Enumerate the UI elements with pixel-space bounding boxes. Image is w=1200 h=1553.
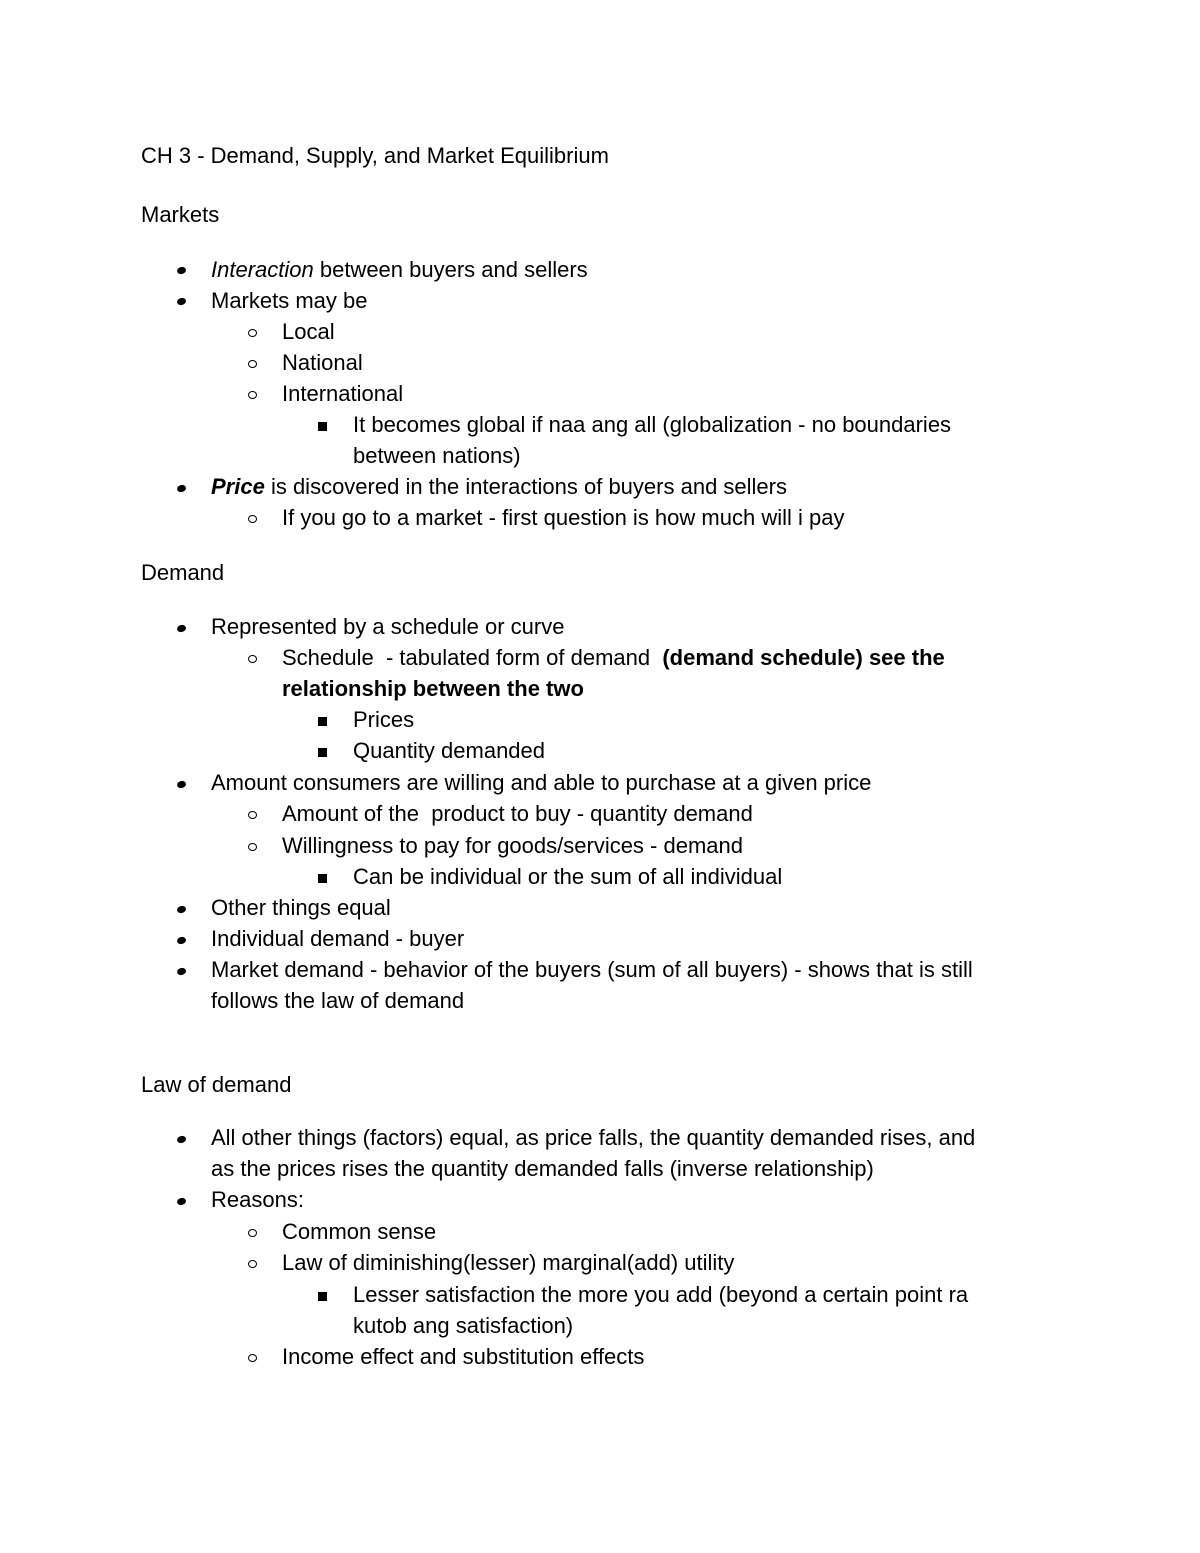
list-item-continuation: relationship between the two: [282, 676, 584, 701]
bullet-ring-icon: [248, 515, 257, 523]
list-item: Market demand - behavior of the buyers (sum of all buyers) - shows that is still: [211, 957, 973, 982]
list-item: Can be individual or the sum of all individual: [353, 864, 783, 889]
bullet-ring-icon: [248, 1354, 257, 1362]
list-item: Amount consumers are willing and able to purchase at a given price: [211, 770, 872, 795]
list-item: Willingness to pay for goods/services - demand: [282, 833, 743, 858]
bullet-square-icon: [318, 422, 327, 431]
list-item: Amount of the product to buy - quantity demand: [282, 801, 753, 826]
bullet-dot-icon: [176, 266, 187, 275]
bullet-dot-icon: [176, 780, 187, 789]
emphasis-text: Price: [211, 474, 265, 499]
list-item-text: Schedule - tabulated form of demand: [282, 645, 663, 670]
list-item: All other things (factors) equal, as price falls, the quantity demanded rises, and: [211, 1125, 976, 1150]
bullet-square-icon: [318, 748, 327, 757]
list-item: [282, 642, 945, 673]
list-item-continuation: follows the law of demand: [211, 988, 465, 1013]
list-item: Individual demand - buyer: [211, 926, 465, 951]
bullet-ring-icon: [248, 655, 257, 663]
bullet-square-icon: [318, 874, 327, 883]
list-item-continuation: kutob ang satisfaction): [353, 1313, 574, 1338]
bullet-ring-icon: [248, 360, 257, 368]
list-item: Income effect and substitution effects: [282, 1344, 645, 1369]
list-item: Other things equal: [211, 895, 391, 920]
bullet-square-icon: [318, 717, 327, 726]
list-item: [211, 254, 588, 285]
bullet-ring-icon: [248, 391, 257, 399]
bullet-dot-icon: [176, 484, 187, 493]
bullet-dot-icon: [176, 905, 187, 914]
list-item: [211, 471, 787, 502]
list-item: Reasons:: [211, 1187, 304, 1212]
bullet-ring-icon: [248, 1260, 257, 1268]
list-item-continuation: as the prices rises the quantity demanded falls (inverse relationship): [211, 1156, 874, 1181]
list-item-text: between buyers and sellers: [313, 257, 588, 282]
bullet-dot-icon: [176, 1135, 187, 1144]
section-heading-demand: Demand: [141, 560, 225, 585]
bullet-dot-icon: [176, 297, 187, 306]
section-heading-markets: Markets: [141, 202, 220, 227]
bullet-square-icon: [318, 1292, 327, 1301]
section-heading-law-of-demand: Law of demand: [141, 1072, 292, 1097]
list-item: International: [282, 381, 404, 406]
list-item-continuation: between nations): [353, 443, 521, 468]
bullet-dot-icon: [176, 1197, 187, 1206]
list-item: Quantity demanded: [353, 738, 546, 763]
bullet-dot-icon: [176, 936, 187, 945]
list-item: Local: [282, 319, 335, 344]
list-item: Represented by a schedule or curve: [211, 614, 565, 639]
emphasis-text: Interaction: [211, 257, 314, 282]
list-item: Common sense: [282, 1219, 437, 1244]
list-item: Lesser satisfaction the more you add (beyond a certain point ra: [353, 1282, 969, 1307]
bullet-ring-icon: [248, 843, 257, 851]
list-item: Law of diminishing(lesser) marginal(add) utility: [282, 1250, 735, 1275]
list-item-text: is discovered in the interactions of buyers and sellers: [264, 474, 787, 499]
bullet-dot-icon: [176, 967, 187, 976]
list-item: National: [282, 350, 363, 375]
list-item: Prices: [353, 707, 415, 732]
bullet-ring-icon: [248, 811, 257, 819]
bullet-ring-icon: [248, 329, 257, 337]
list-item: It becomes global if naa ang all (globalization - no boundaries: [353, 412, 952, 437]
emphasis-text: (demand schedule) see the: [662, 645, 945, 670]
bullet-ring-icon: [248, 1229, 257, 1237]
bullet-dot-icon: [176, 624, 187, 633]
list-item: Markets may be: [211, 288, 368, 313]
list-item: If you go to a market - first question is how much will i pay: [282, 505, 845, 530]
document-title: CH 3 - Demand, Supply, and Market Equilibrium: [141, 143, 609, 168]
